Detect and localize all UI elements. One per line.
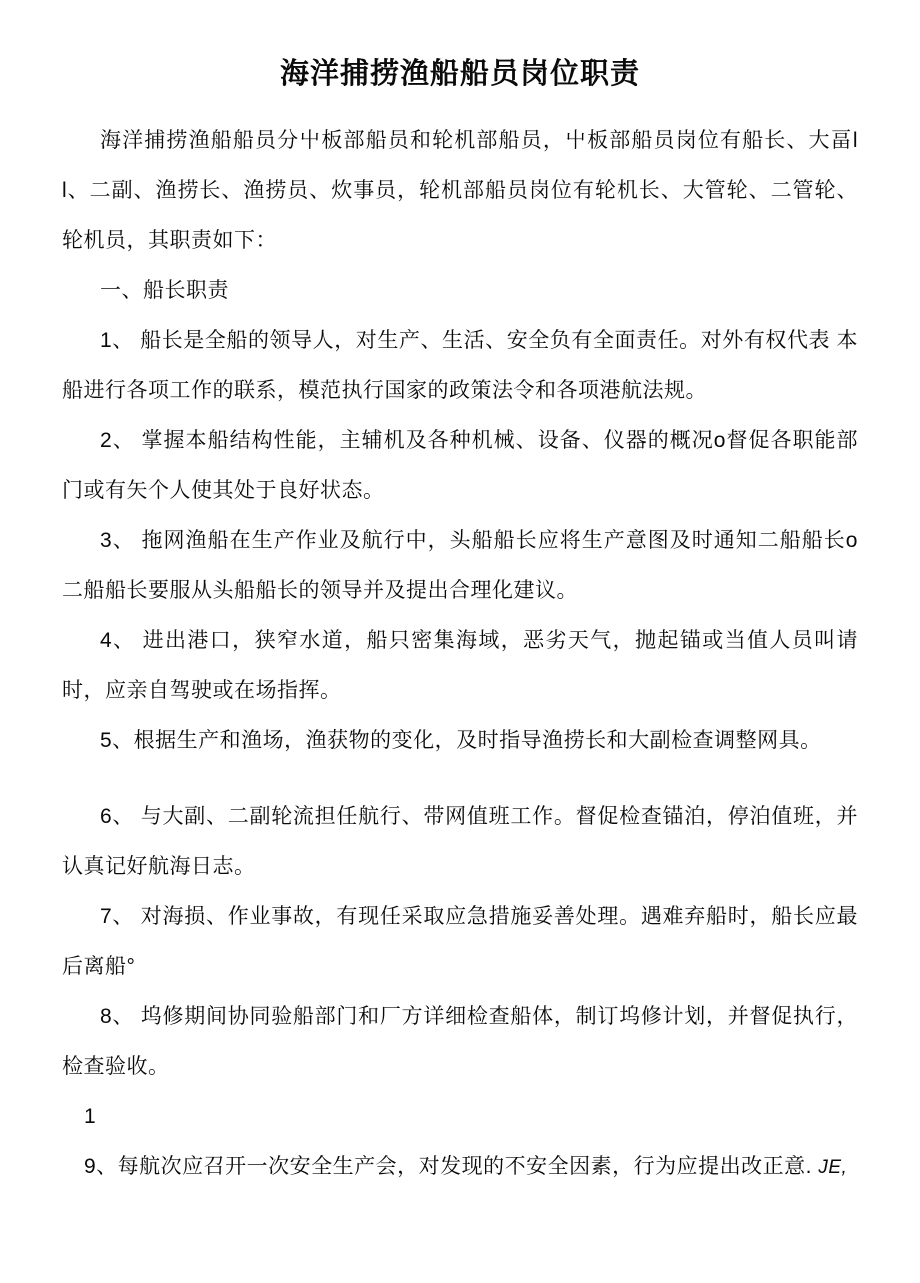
duty-item-9-garbled-suffix: JE, (818, 1157, 848, 1178)
duty-item-8: 8、 坞修期间协同验船部门和厂方详细检查船体，制订坞修计划，并督促执行，检查验收。 (62, 1005, 858, 1078)
duty-item-4: 4、 进出港口，狭窄水道，船只密集海域，恶劣天气，抛起锚或当值人员叫请时，应亲自驾驶或在场指挥。 (62, 629, 858, 702)
duty-item-9 (62, 1142, 858, 1193)
duty-item-3: 3、 拖网渔船在生产作业及航行中，头船船长应将生产意图及时通知二船船长o 二船船长要服从头船船长的领导并及提出合理化建议。 (62, 529, 858, 602)
duty-item-9-text: 9、每航次应召开一次安全生产会，对发现的不安全因素，行为应提出改正意. (84, 1155, 813, 1178)
duty-item-1: 1、 船长是全船的领导人，对生产、生活、安全负有全面责任。对外有权代表 本船进行各项工作的联系，模范执行国家的政策法令和各项港航法规。 (62, 329, 858, 402)
duty-item-5: 5、根据生产和渔场，渔获物的变化，及时指导渔捞长和大副检查调整网具。 (100, 729, 822, 752)
section-heading: 一、船长职责 (100, 279, 229, 302)
duty-item-6: 6、 与大副、二副轮流担任航行、带网值班工作。督促检查锚泊，停泊值班，并认真记好航海日志。 (62, 805, 858, 878)
page-number: 1 (84, 1105, 96, 1128)
intro-paragraph: 海洋捕捞渔船船员分屮板部船员和轮机部船员，屮板部船员岗位有船长、大畐ll、二副、渔捞长、渔捞员、炊事员，轮机部船员岗位有轮机长、大管轮、二管轮、轮机员，其职责如下： (62, 129, 858, 252)
duty-item-7: 7、 对海损、作业事故，有现任采取应急措施妥善处理。遇难弃船时，船长应最后离船° (62, 905, 858, 978)
document-title: 海洋捕捞渔船船员岗位职责 (279, 58, 640, 90)
duty-item-2: 2、 掌握本船结构性能，主辅机及各种机械、设备、仪器的概况o督促各职能部门或有矢个人使其处于良好状态。 (62, 429, 858, 502)
